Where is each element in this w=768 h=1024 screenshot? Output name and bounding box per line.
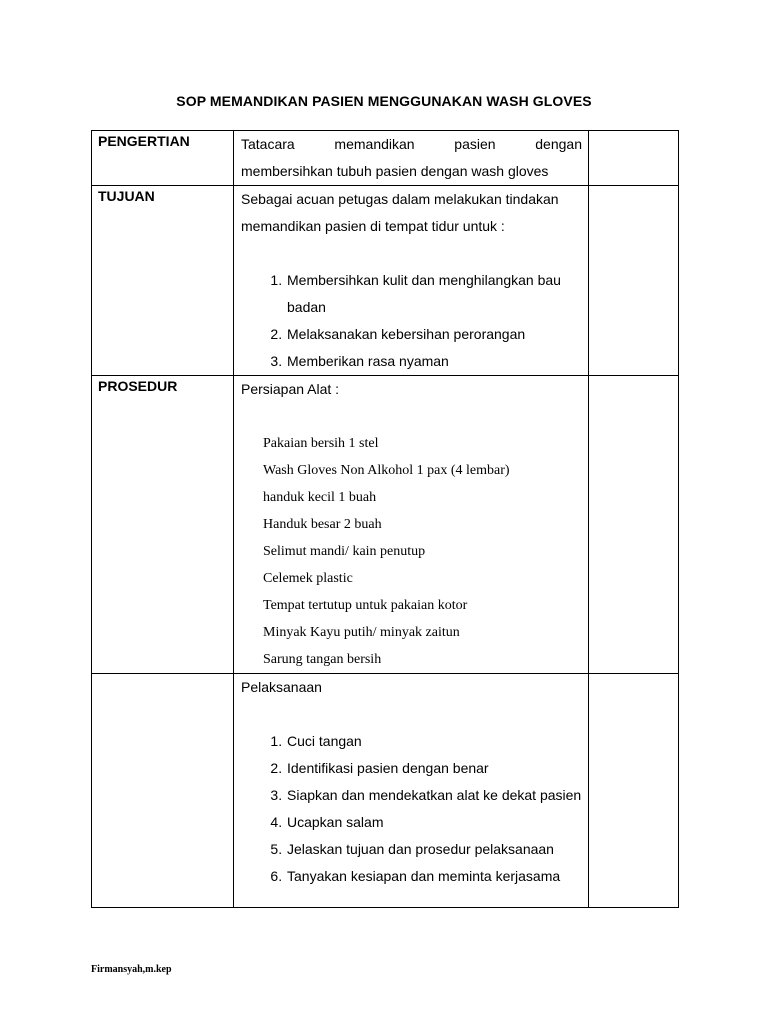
label-cell-prosedur bbox=[92, 376, 234, 674]
content-cell-tujuan bbox=[234, 186, 589, 376]
sop-table bbox=[91, 130, 679, 908]
label-prosedur: PROSEDUR bbox=[98, 378, 178, 394]
tujuan-list bbox=[241, 267, 582, 375]
list-item: Sarung tangan bersih bbox=[263, 652, 382, 667]
empty-cell-pengertian bbox=[589, 131, 679, 186]
pelaksanaan-heading: Pelaksanaan bbox=[241, 679, 322, 695]
list-item: Tempat tertutup untuk pakaian kotor bbox=[263, 598, 468, 613]
list-item: Selimut mandi/ kain penutup bbox=[263, 544, 426, 559]
list-item: handuk kecil 1 buah bbox=[263, 490, 377, 505]
list-item: 4. Ucapkan salam bbox=[286, 809, 582, 836]
list-item: 3. Memberikan rasa nyaman bbox=[286, 348, 582, 375]
label-pengertian: PENGERTIAN bbox=[98, 133, 190, 149]
list-item: Celemek plastic bbox=[263, 571, 353, 586]
label-cell-tujuan bbox=[92, 186, 234, 376]
list-item: 5. Jelaskan tujuan dan prosedur pelaksanaan bbox=[286, 836, 582, 863]
list-item: 1. Membersihkan kulit dan menghilangkan bau badan bbox=[286, 267, 582, 321]
list-item: 6. Tanyakan kesiapan dan meminta kerjasama bbox=[286, 863, 582, 890]
list-item: 2. Identifikasi pasien dengan benar bbox=[286, 755, 582, 782]
list-item: 2. Melaksanakan kebersihan perorangan bbox=[286, 321, 582, 348]
row-pengertian bbox=[92, 131, 679, 186]
list-item: Minyak Kayu putih/ minyak zaitun bbox=[263, 625, 460, 640]
list-item: Handuk besar 2 buah bbox=[263, 517, 382, 532]
content-cell-pelaksanaan bbox=[234, 674, 589, 908]
list-item: 3. Siapkan dan mendekatkan alat ke dekat pasien bbox=[286, 782, 582, 809]
empty-label-cell bbox=[92, 674, 234, 908]
row-prosedur-pelaksanaan bbox=[92, 674, 679, 908]
row-prosedur-persiapan bbox=[92, 376, 679, 674]
list-item: Pakaian bersih 1 stel bbox=[263, 436, 379, 451]
label-tujuan: TUJUAN bbox=[98, 188, 155, 204]
empty-cell-tujuan bbox=[589, 186, 679, 376]
label-cell-pengertian bbox=[92, 131, 234, 186]
author-footer: Firmansyah,m.kep bbox=[91, 964, 172, 975]
tujuan-line-1: Sebagai acuan petugas dalam melakukan tindakan bbox=[241, 191, 559, 207]
alat-list bbox=[241, 430, 582, 673]
persiapan-heading: Persiapan Alat : bbox=[241, 381, 340, 397]
pengertian-line-2: membersihkan tubuh pasien dengan wash gloves bbox=[241, 163, 549, 179]
empty-cell-persiapan bbox=[589, 376, 679, 674]
document-title: SOP MEMANDIKAN PASIEN MENGGUNAKAN WASH GLOVES bbox=[176, 93, 592, 109]
row-tujuan bbox=[92, 186, 679, 376]
empty-cell-pelaksanaan bbox=[589, 674, 679, 908]
pelaksanaan-list bbox=[241, 728, 582, 890]
list-item: 1. Cuci tangan bbox=[286, 728, 582, 755]
content-cell-persiapan bbox=[234, 376, 589, 674]
list-item: Wash Gloves Non Alkohol 1 pax (4 lembar) bbox=[263, 463, 510, 478]
tujuan-line-2: memandikan pasien di tempat tidur untuk : bbox=[241, 218, 505, 234]
pengertian-line-1: Tatacara memandikan pasien dengan bbox=[241, 136, 582, 152]
content-cell-pengertian bbox=[234, 131, 589, 186]
